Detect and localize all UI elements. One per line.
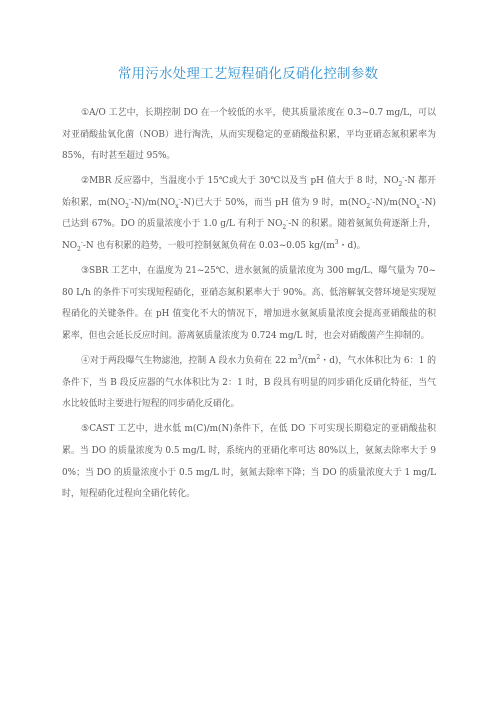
paragraph-cast: ⑤CAST 工艺中，进水低 m(C)/m(N)条件下，在低 DO 下可实现长期稳定的亚硝酸盐积累。当 DO 的质量浓度为 0.5 mg/L 时，系统内的亚硝化率可达 80%以上，氨氮去除率大于 90%；当 DO 的质量浓度小于 0.5 mg/L 时，氨氮去除率下降；当 DO 的质量浓度大于 1 mg/L 时，短程硝化过程向全硝化转化。 xyxy=(62,424,436,500)
page-title: 常用污水处理工艺短程硝化反硝化控制参数 xyxy=(117,66,379,82)
paragraph-sbr: ③SBR 工艺中，在温度为 21~25℃、进水氨氮的质量浓度为 300 mg/L、曝气量为 70~80 L/h 的条件下可实现短程硝化，亚硝态氮积累率大于 90%。高、低溶解氧交替环境是实现短程硝化的关键条件。在 pH 值变化不大的情况下，增加进水氨氮质量浓度会提高亚硝酸盐的积累率，但也会延长反应时间。游离氨质量浓度为 0.724 mg/L 时，也会对硝酸菌产生抑制的。 xyxy=(62,266,436,341)
document-body xyxy=(62,103,436,509)
paragraph-baf: ④对于两段曝气生物滤池，控制 A 段水力负荷在 22 $m^3/(m^2$・d)，气水体积比为 6：1 的条件下，当 B 段反应器的气水体积比为 2：1 时，B 段具有明显的同步硝化反硝化特征，当气水比较低时主要进行短程的同步硝化反硝化。 xyxy=(62,354,437,410)
paragraph-ao: ①A/O 工艺中，长期控制 DO 在一个较低的水平，使其质量浓度在 0.3~0.7 mg/L，可以对亚硝酸盐氧化菌（NOB）进行淘洗，从而实现稳定的亚硝酸盐积累，平均亚硝态氮积累率为 85%，有时甚至超过 95%。 xyxy=(62,108,436,162)
paragraph-mbr: ②MBR 反应器中，当温度小于 15℃或大于 30℃以及当 pH 值大于 8 时，$NO_2^--N$ 都开始积累，$m(NO_2^--N)/m(NO_x^--N)$已大于 50%，而当 pH 值为 9 时，$m(NO_2^--N)/m(NO_x^--N)$已达到 67%。DO 的质量浓度小于 1.0 g/L 有利于 $NO_2^--N$ 的积累。随着氨氮负荷逐渐上升，$NO_2^--N$ 也有积累的趋势，一般可控制氨氮负荷在 0.03~0.05 $kg/(m^3$・d)。 xyxy=(62,174,437,253)
